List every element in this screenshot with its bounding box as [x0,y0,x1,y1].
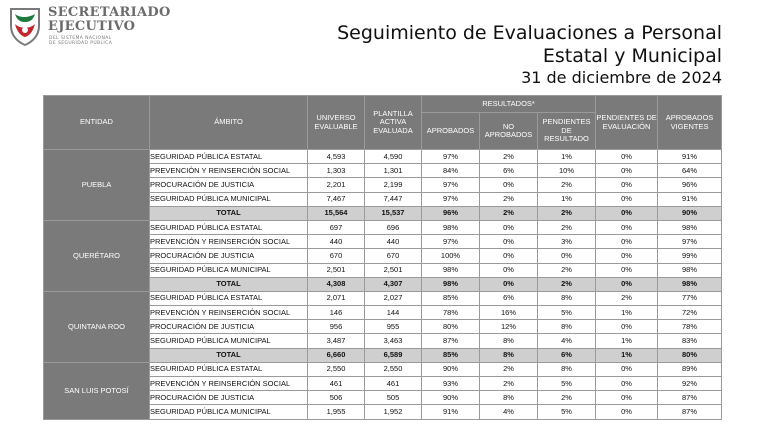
ambito-cell: SEGURIDAD PÚBLICA ESTATAL [150,291,308,305]
aprobados-vigentes-cell: 87% [658,405,722,419]
org-name-line2: EJECUTIVO [48,19,136,34]
header-no-aprobados: NO APROBADOS [480,113,538,150]
header-pendientes-resultado: PENDIENTES DE RESULTADO [538,113,596,150]
ambito-cell: SEGURIDAD PÚBLICA MUNICIPAL [150,334,308,348]
pendientes-resultado-cell: 2% [538,391,596,405]
pendientes-resultado-cell: 0% [538,249,596,263]
universo-cell: 956 [308,320,365,334]
ambito-cell: PREVENCIÓN Y REINSERCIÓN SOCIAL [150,306,308,320]
pendientes-evaluacion-cell: 1% [596,306,658,320]
pendientes-resultado-cell: 2% [538,263,596,277]
aprobados-cell: 87% [422,334,480,348]
no-aprobados-cell: 2% [480,377,538,391]
document-title [337,22,722,88]
no-aprobados-cell: 0% [480,263,538,277]
header-aprobados: APROBADOS [422,113,480,150]
universo-cell: 440 [308,235,365,249]
aprobados-vigentes-cell: 92% [658,377,722,391]
pendientes-evaluacion-cell: 0% [596,206,658,220]
aprobados-cell: 80% [422,320,480,334]
aprobados-vigentes-cell: 91% [658,192,722,206]
aprobados-vigentes-cell: 78% [658,320,722,334]
aprobados-vigentes-cell: 90% [658,206,722,220]
org-subtitle-line1: DEL SISTEMA NACIONAL [49,36,112,41]
plantilla-cell: 7,447 [365,192,422,206]
pendientes-resultado-cell: 10% [538,164,596,178]
pendientes-resultado-cell: 5% [538,405,596,419]
universo-cell: 2,071 [308,291,365,305]
pendientes-resultado-cell: 5% [538,377,596,391]
ambito-cell: PREVENCIÓN Y REINSERCIÓN SOCIAL [150,235,308,249]
aprobados-vigentes-cell: 89% [658,362,722,376]
ambito-cell: PROCURACIÓN DE JUSTICIA [150,249,308,263]
plantilla-cell: 6,589 [365,348,422,362]
pendientes-evaluacion-cell: 0% [596,277,658,291]
plantilla-cell: 1,952 [365,405,422,419]
plantilla-cell: 696 [365,220,422,234]
table-body [44,150,722,420]
header-ambito: ÁMBITO [150,96,308,150]
no-aprobados-cell: 2% [480,150,538,164]
aprobados-vigentes-cell: 98% [658,263,722,277]
universo-cell: 1,303 [308,164,365,178]
aprobados-cell: 98% [422,277,480,291]
aprobados-cell: 85% [422,348,480,362]
org-subtitle-line2: DE SEGURIDAD PÚBLICA [49,41,113,46]
plantilla-cell: 670 [365,249,422,263]
header-entidad: ENTIDAD [44,96,150,150]
no-aprobados-cell: 0% [480,178,538,192]
pendientes-resultado-cell: 1% [538,150,596,164]
title-line2: Estatal y Municipal [542,45,722,67]
aprobados-vigentes-cell: 83% [658,334,722,348]
no-aprobados-cell: 2% [480,206,538,220]
no-aprobados-cell: 2% [480,192,538,206]
ambito-cell: PROCURACIÓN DE JUSTICIA [150,178,308,192]
plantilla-cell: 505 [365,391,422,405]
ambito-cell: SEGURIDAD PÚBLICA ESTATAL [150,220,308,234]
ambito-cell: PREVENCIÓN Y REINSERCIÓN SOCIAL [150,377,308,391]
table-row [44,362,722,376]
header-pendientes-evaluacion: PENDIENTES DE EVALUACIÓN [596,96,658,150]
plantilla-cell: 2,501 [365,263,422,277]
ambito-cell: SEGURIDAD PÚBLICA ESTATAL [150,362,308,376]
aprobados-vigentes-cell: 98% [658,277,722,291]
total-label-cell: TOTAL [150,206,308,220]
plantilla-cell: 4,590 [365,150,422,164]
entidad-cell: PUEBLA [44,150,150,221]
aprobados-vigentes-cell: 80% [658,348,722,362]
header-plantilla: PLANTILLA ACTIVA EVALUADA [365,96,422,150]
pendientes-resultado-cell: 5% [538,306,596,320]
aprobados-cell: 84% [422,164,480,178]
aprobados-vigentes-cell: 99% [658,249,722,263]
aprobados-vigentes-cell: 91% [658,150,722,164]
plantilla-cell: 461 [365,377,422,391]
aprobados-cell: 90% [422,362,480,376]
pendientes-evaluacion-cell: 0% [596,320,658,334]
pendientes-resultado-cell: 2% [538,277,596,291]
org-name-subtitle [49,36,112,46]
ambito-cell: SEGURIDAD PÚBLICA MUNICIPAL [150,192,308,206]
table-row [44,291,722,305]
aprobados-vigentes-cell: 64% [658,164,722,178]
plantilla-cell: 440 [365,235,422,249]
aprobados-cell: 97% [422,150,480,164]
universo-cell: 1,955 [308,405,365,419]
table-row [44,150,722,164]
logo [6,4,176,50]
ambito-cell: PROCURACIÓN DE JUSTICIA [150,320,308,334]
evaluations-table [43,95,722,420]
pendientes-evaluacion-cell: 2% [596,291,658,305]
table-row [44,220,722,234]
header-resultados: RESULTADOS* [422,96,596,113]
aprobados-vigentes-cell: 87% [658,391,722,405]
pendientes-resultado-cell: 3% [538,235,596,249]
aprobados-cell: 90% [422,391,480,405]
plantilla-cell: 2,199 [365,178,422,192]
no-aprobados-cell: 8% [480,334,538,348]
plantilla-cell: 2,550 [365,362,422,376]
universo-cell: 2,550 [308,362,365,376]
aprobados-cell: 97% [422,235,480,249]
ambito-cell: PREVENCIÓN Y REINSERCIÓN SOCIAL [150,164,308,178]
pendientes-evaluacion-cell: 0% [596,164,658,178]
pendientes-resultado-cell: 8% [538,362,596,376]
pendientes-resultado-cell: 2% [538,220,596,234]
pendientes-evaluacion-cell: 1% [596,348,658,362]
aprobados-cell: 78% [422,306,480,320]
no-aprobados-cell: 2% [480,362,538,376]
aprobados-cell: 85% [422,291,480,305]
universo-cell: 4,593 [308,150,365,164]
aprobados-vigentes-cell: 77% [658,291,722,305]
no-aprobados-cell: 0% [480,220,538,234]
aprobados-cell: 97% [422,178,480,192]
plantilla-cell: 955 [365,320,422,334]
pendientes-evaluacion-cell: 1% [596,334,658,348]
pendientes-resultado-cell: 4% [538,334,596,348]
aprobados-vigentes-cell: 96% [658,178,722,192]
plantilla-cell: 144 [365,306,422,320]
plantilla-cell: 1,301 [365,164,422,178]
aprobados-cell: 98% [422,263,480,277]
pendientes-resultado-cell: 1% [538,192,596,206]
universo-cell: 146 [308,306,365,320]
shield-emblem-icon [8,6,42,46]
universo-cell: 506 [308,391,365,405]
universo-cell: 6,660 [308,348,365,362]
plantilla-cell: 3,463 [365,334,422,348]
ambito-cell: SEGURIDAD PÚBLICA ESTATAL [150,150,308,164]
aprobados-vigentes-cell: 98% [658,220,722,234]
no-aprobados-cell: 6% [480,291,538,305]
ambito-cell: SEGURIDAD PÚBLICA MUNICIPAL [150,263,308,277]
pendientes-evaluacion-cell: 0% [596,263,658,277]
aprobados-cell: 93% [422,377,480,391]
entidad-cell: QUERÉTARO [44,220,150,291]
pendientes-evaluacion-cell: 0% [596,377,658,391]
universo-cell: 2,201 [308,178,365,192]
no-aprobados-cell: 0% [480,249,538,263]
aprobados-cell: 98% [422,220,480,234]
universo-cell: 461 [308,377,365,391]
total-label-cell: TOTAL [150,348,308,362]
aprobados-vigentes-cell: 97% [658,235,722,249]
universo-cell: 670 [308,249,365,263]
pendientes-evaluacion-cell: 0% [596,405,658,419]
ambito-cell: SEGURIDAD PÚBLICA MUNICIPAL [150,405,308,419]
entidad-cell: QUINTANA ROO [44,291,150,362]
report-date: 31 de diciembre de 2024 [521,68,722,87]
pendientes-resultado-cell: 8% [538,320,596,334]
pendientes-evaluacion-cell: 0% [596,178,658,192]
title-line1: Seguimiento de Evaluaciones a Personal [337,22,722,44]
plantilla-cell: 4,307 [365,277,422,291]
pendientes-evaluacion-cell: 0% [596,220,658,234]
pendientes-evaluacion-cell: 0% [596,150,658,164]
no-aprobados-cell: 0% [480,235,538,249]
no-aprobados-cell: 16% [480,306,538,320]
universo-cell: 697 [308,220,365,234]
plantilla-cell: 15,537 [365,206,422,220]
plantilla-cell: 2,027 [365,291,422,305]
no-aprobados-cell: 0% [480,277,538,291]
aprobados-vigentes-cell: 72% [658,306,722,320]
pendientes-evaluacion-cell: 0% [596,362,658,376]
pendientes-evaluacion-cell: 0% [596,391,658,405]
aprobados-cell: 91% [422,405,480,419]
total-label-cell: TOTAL [150,277,308,291]
universo-cell: 15,564 [308,206,365,220]
ambito-cell: PROCURACIÓN DE JUSTICIA [150,391,308,405]
pendientes-evaluacion-cell: 0% [596,235,658,249]
no-aprobados-cell: 12% [480,320,538,334]
pendientes-resultado-cell: 2% [538,178,596,192]
universo-cell: 4,308 [308,277,365,291]
no-aprobados-cell: 8% [480,391,538,405]
pendientes-resultado-cell: 8% [538,291,596,305]
pendientes-evaluacion-cell: 0% [596,192,658,206]
pendientes-resultado-cell: 2% [538,206,596,220]
aprobados-cell: 100% [422,249,480,263]
no-aprobados-cell: 4% [480,405,538,419]
aprobados-cell: 96% [422,206,480,220]
aprobados-cell: 97% [422,192,480,206]
no-aprobados-cell: 6% [480,164,538,178]
header-aprobados-vigentes: APROBADOS VIGENTES [658,96,722,150]
universo-cell: 7,467 [308,192,365,206]
pendientes-evaluacion-cell: 0% [596,249,658,263]
universo-cell: 3,487 [308,334,365,348]
no-aprobados-cell: 8% [480,348,538,362]
universo-cell: 2,501 [308,263,365,277]
header-universo: UNIVERSO EVALUABLE [308,96,365,150]
org-name-line1: SECRETARIADO [48,5,171,20]
entidad-cell: SAN LUIS POTOSÍ [44,362,150,419]
pendientes-resultado-cell: 6% [538,348,596,362]
